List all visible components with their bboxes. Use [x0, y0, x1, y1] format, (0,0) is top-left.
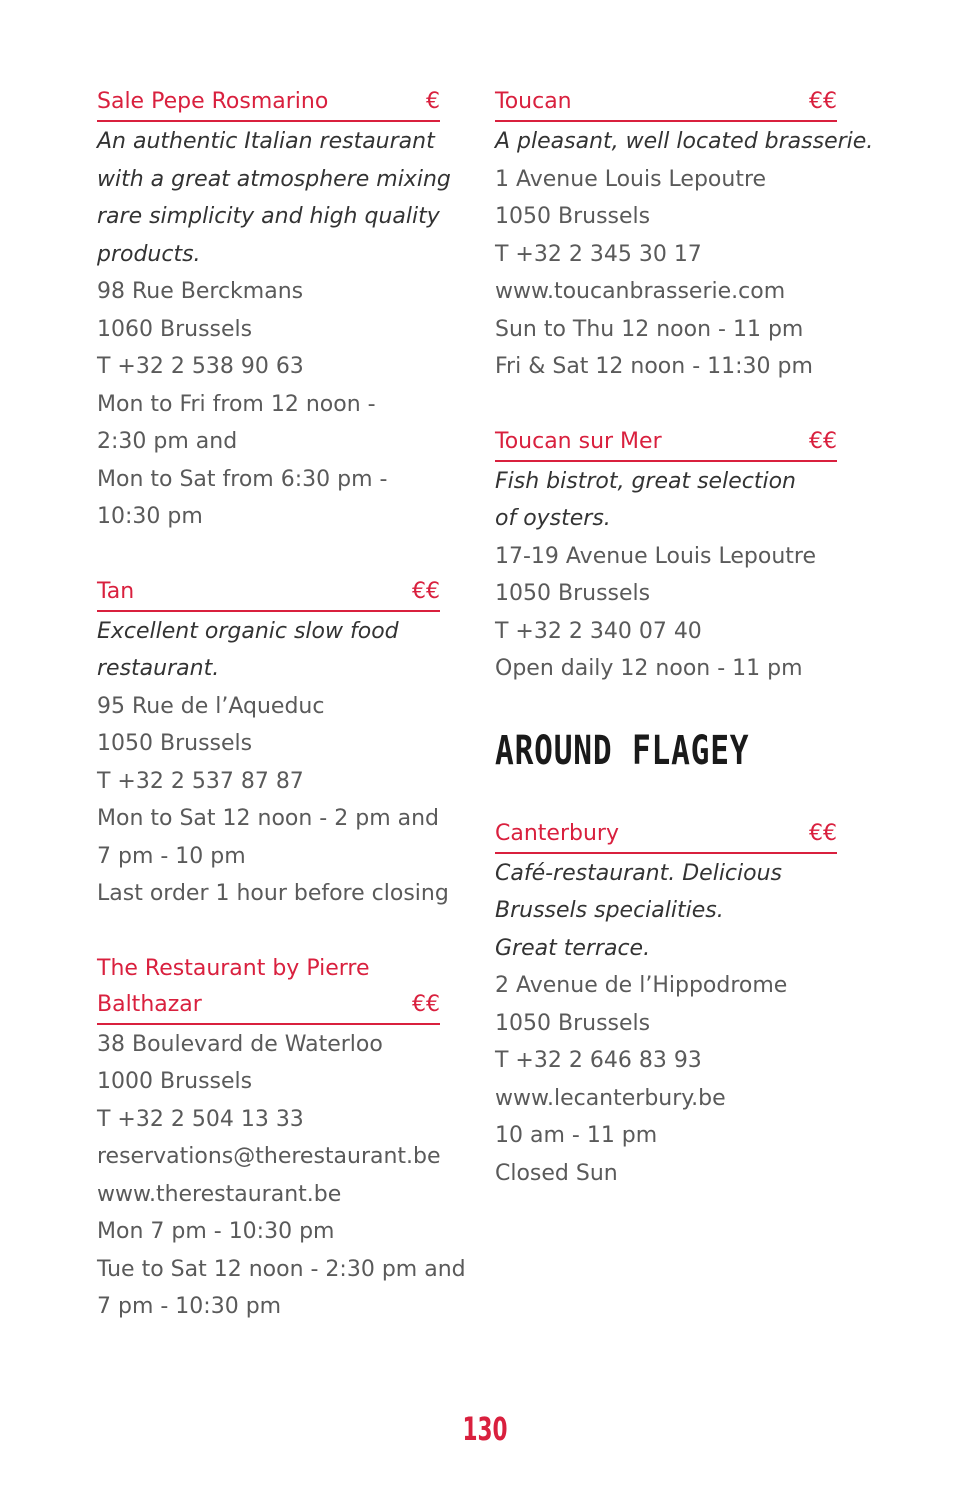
hours-line: Open daily 12 noon - 11 pm: [495, 656, 803, 681]
hours-line: Fri & Sat 12 noon - 11:30 pm: [495, 354, 813, 379]
restaurant-heading: [97, 951, 440, 1025]
restaurant-name-line-1: The Restaurant by Pierre: [97, 955, 370, 981]
page-number: 130: [462, 1410, 508, 1448]
description-line: rare simplicity and high quality: [97, 204, 440, 229]
hours-line: Mon 7 pm - 10:30 pm: [97, 1219, 335, 1244]
description-line: with a great atmosphere mixing: [97, 166, 451, 192]
phone-line: T +32 2 538 90 63: [97, 354, 304, 379]
city-line: 1050 Brussels: [495, 1010, 651, 1036]
restaurant-name: Toucan: [495, 89, 572, 114]
section-title: AROUND FLAGEY: [495, 727, 750, 774]
hours-note-line: Last order 1 hour before closing: [97, 881, 449, 906]
restaurant-name: Canterbury: [495, 820, 619, 846]
closed-day-line: Closed Sun: [495, 1160, 618, 1186]
phone-line: T +32 2 537 87 87: [97, 768, 304, 794]
right-column: [495, 84, 874, 1230]
description-line: restaurant.: [97, 656, 220, 681]
website-line: www.therestaurant.be: [97, 1181, 342, 1207]
city-line: 1060 Brussels: [97, 316, 253, 342]
restaurant-name: Sale Pepe Rosmarino: [97, 89, 329, 114]
hours-line: 7 pm - 10 pm: [97, 843, 246, 869]
price-range: €€: [412, 991, 440, 1017]
price-range: €€: [809, 820, 837, 846]
restaurant-heading: [495, 424, 837, 462]
hours-line: Sun to Thu 12 noon - 11 pm: [495, 316, 804, 342]
hours-line: 10 am - 11 pm: [495, 1123, 658, 1148]
price-range: €€: [809, 89, 837, 114]
left-column: [97, 84, 466, 1364]
restaurant-name-line-2: Balthazar: [97, 991, 202, 1017]
description-line: products.: [97, 241, 201, 267]
email-line: reservations@therestaurant.be: [97, 1144, 441, 1169]
phone-line: T +32 2 345 30 17: [495, 241, 702, 267]
hours-line: Mon to Sat from 6:30 pm -: [97, 466, 388, 492]
restaurant-entry-canterbury: [495, 816, 837, 1193]
hours-line: Tue to Sat 12 noon - 2:30 pm and: [97, 1256, 466, 1282]
hours-line: 10:30 pm: [97, 504, 203, 529]
address-line: 2 Avenue de l’Hippodrome: [495, 973, 788, 998]
restaurant-entry-sale-pepe-rosmarino: [97, 84, 451, 536]
address-line: 95 Rue de l’Aqueduc: [97, 693, 325, 719]
address-line: 38 Boulevard de Waterloo: [97, 1031, 383, 1057]
city-line: 1000 Brussels: [97, 1069, 253, 1094]
city-line: 1050 Brussels: [495, 581, 651, 606]
restaurant-heading: [495, 84, 837, 122]
address-line: 98 Rue Berckmans: [97, 279, 304, 304]
restaurant-entry-toucan-sur-mer: [495, 424, 837, 688]
description-line: Café-restaurant. Delicious: [495, 860, 783, 886]
restaurant-name: Tan: [97, 578, 135, 604]
description-line: Brussels specialities.: [495, 898, 724, 923]
price-range: €€: [412, 578, 440, 604]
description-line: Excellent organic slow food: [97, 618, 399, 644]
address-line: 17-19 Avenue Louis Lepoutre: [495, 543, 816, 569]
description-line: Great terrace.: [495, 935, 651, 961]
restaurant-entry-the-restaurant: [97, 951, 466, 1326]
phone-line: T +32 2 646 83 93: [495, 1048, 702, 1073]
description-line: A pleasant, well located brasserie.: [495, 129, 874, 154]
website-line: www.lecanterbury.be: [495, 1085, 726, 1111]
hours-line: 2:30 pm and: [97, 429, 238, 454]
restaurant-heading: [97, 574, 440, 612]
hours-line: 7 pm - 10:30 pm: [97, 1294, 282, 1319]
hours-line: Mon to Fri from 12 noon -: [97, 391, 376, 417]
phone-line: T +32 2 504 13 33: [97, 1106, 304, 1132]
city-line: 1050 Brussels: [495, 204, 651, 229]
restaurant-entry-toucan: [495, 84, 874, 386]
price-range: €: [426, 89, 440, 114]
restaurant-name: Toucan sur Mer: [495, 428, 662, 454]
description-line: of oysters.: [495, 506, 611, 531]
price-range: €€: [809, 428, 837, 454]
description-line: Fish bistrot, great selection: [495, 468, 796, 494]
restaurant-heading: [495, 816, 837, 854]
description-line: An authentic Italian restaurant: [97, 129, 435, 154]
restaurant-entry-tan: [97, 574, 449, 913]
phone-line: T +32 2 340 07 40: [495, 618, 702, 644]
city-line: 1050 Brussels: [97, 731, 253, 756]
restaurant-heading: [97, 84, 440, 122]
address-line: 1 Avenue Louis Lepoutre: [495, 166, 767, 192]
hours-line: Mon to Sat 12 noon - 2 pm and: [97, 806, 440, 831]
website-line: www.toucanbrasserie.com: [495, 279, 786, 304]
